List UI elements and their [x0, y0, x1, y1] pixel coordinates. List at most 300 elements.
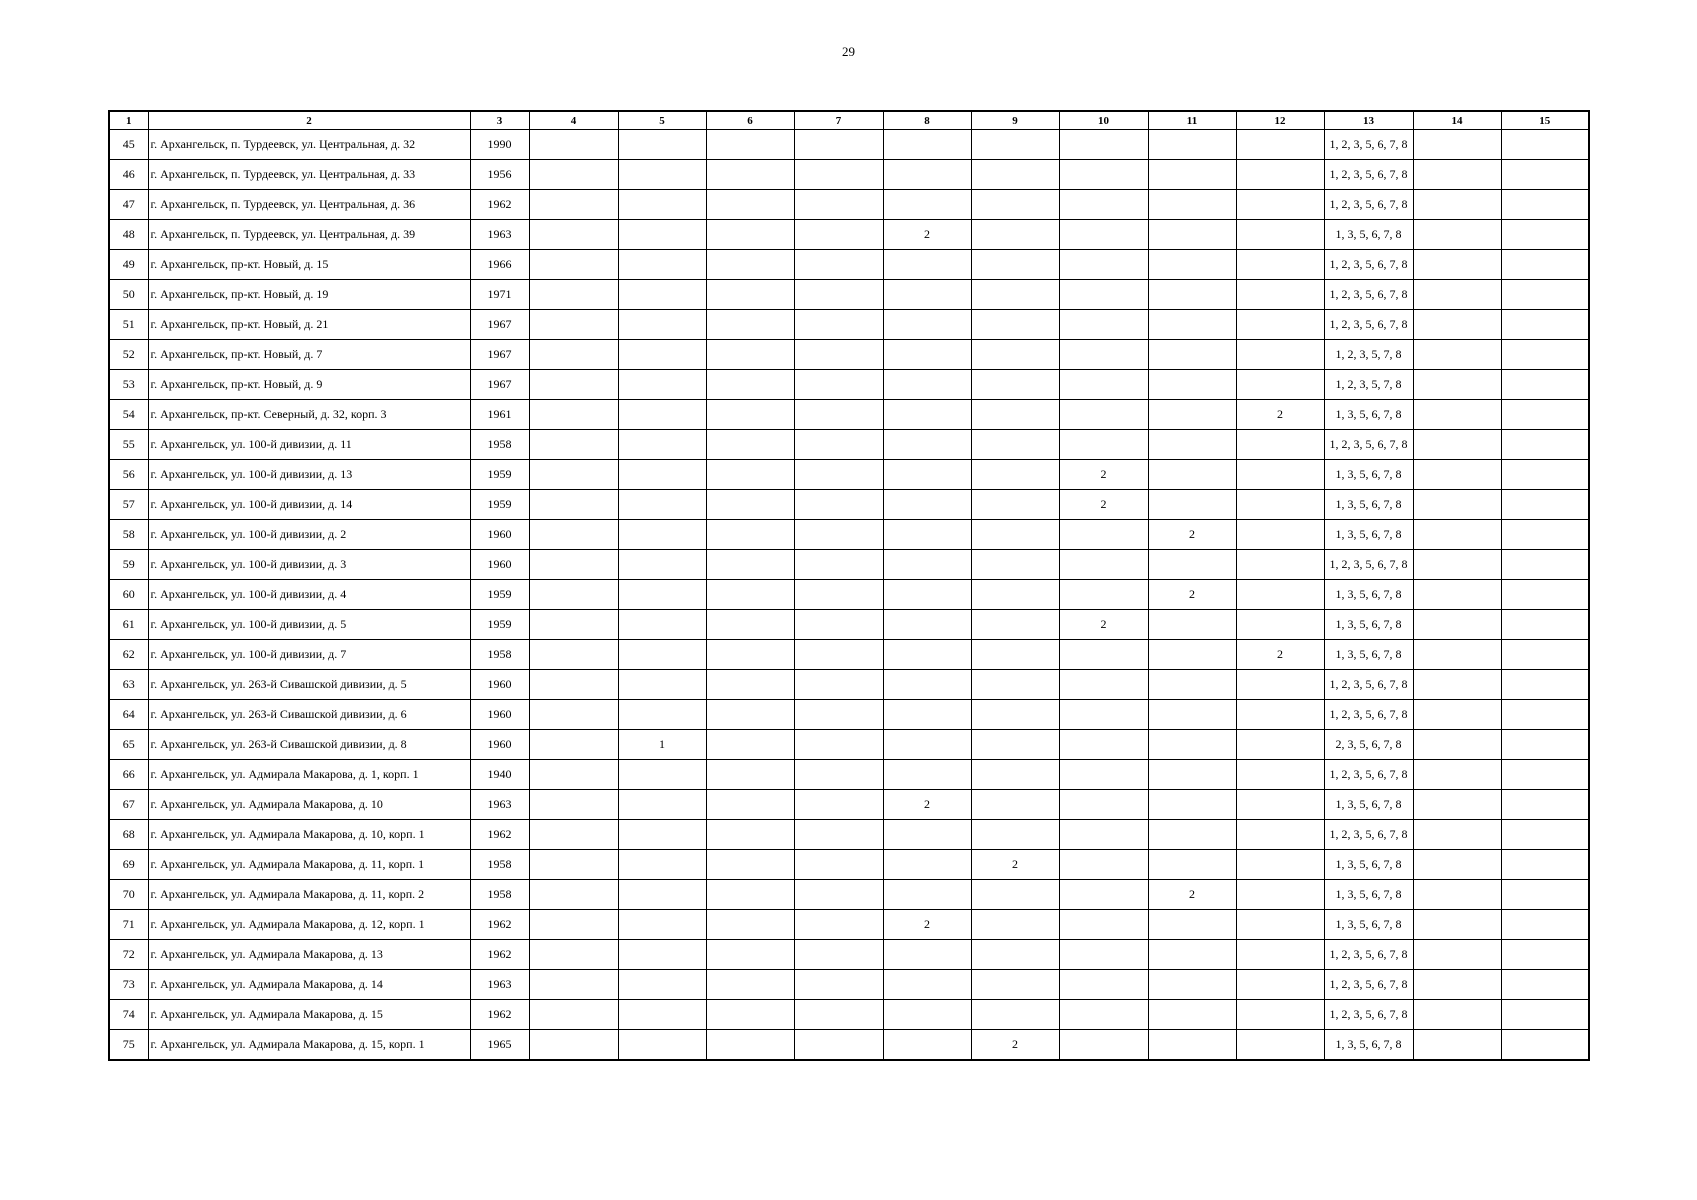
table-cell: 2	[1059, 490, 1148, 520]
table-cell	[1501, 160, 1589, 190]
table-cell	[1501, 370, 1589, 400]
table-cell	[1236, 760, 1324, 790]
table-cell	[706, 400, 794, 430]
address-cell: г. Архангельск, ул. Адмирала Макарова, д. 10	[148, 790, 470, 820]
table-cell	[1148, 160, 1236, 190]
table-cell	[706, 790, 794, 820]
address-cell: г. Архангельск, ул. 263-й Сивашской дивизии, д. 5	[148, 670, 470, 700]
table-cell	[971, 700, 1059, 730]
table-cell: 1963	[470, 970, 529, 1000]
table-cell	[618, 850, 706, 880]
table-cell	[1148, 610, 1236, 640]
table-cell	[1413, 790, 1501, 820]
table-cell	[971, 730, 1059, 760]
table-cell	[1148, 910, 1236, 940]
table-cell	[883, 400, 971, 430]
table-cell	[618, 640, 706, 670]
table-cell	[971, 400, 1059, 430]
table-cell: 1, 2, 3, 5, 7, 8	[1324, 340, 1413, 370]
table-row	[109, 490, 1589, 520]
table-cell	[706, 160, 794, 190]
table-cell	[794, 280, 883, 310]
table-cell: 1962	[470, 940, 529, 970]
table-cell	[971, 790, 1059, 820]
table-cell: 1990	[470, 130, 529, 160]
table-cell	[529, 610, 618, 640]
table-cell: 66	[109, 760, 148, 790]
table-cell	[883, 940, 971, 970]
table-cell	[883, 310, 971, 340]
table-cell: 53	[109, 370, 148, 400]
table-cell	[1236, 460, 1324, 490]
table-cell	[618, 700, 706, 730]
table-cell	[794, 760, 883, 790]
table-cell	[883, 250, 971, 280]
table-cell	[618, 280, 706, 310]
table-cell	[529, 370, 618, 400]
table-cell	[706, 490, 794, 520]
table-cell: 1967	[470, 340, 529, 370]
table-cell	[529, 130, 618, 160]
table-cell	[706, 190, 794, 220]
table-cell	[1148, 970, 1236, 1000]
table-cell	[1501, 760, 1589, 790]
table-cell: 2	[1148, 580, 1236, 610]
table-row	[109, 400, 1589, 430]
table-cell: 49	[109, 250, 148, 280]
table-cell	[1148, 280, 1236, 310]
table-cell	[971, 460, 1059, 490]
table-cell: 1958	[470, 880, 529, 910]
table-cell	[706, 760, 794, 790]
table-cell: 46	[109, 160, 148, 190]
table-cell	[1501, 640, 1589, 670]
table-cell	[529, 910, 618, 940]
table-cell	[794, 520, 883, 550]
table-cell	[1148, 400, 1236, 430]
table-cell	[1059, 220, 1148, 250]
table-cell	[706, 520, 794, 550]
table-cell	[618, 310, 706, 340]
table-cell	[618, 190, 706, 220]
column-header-3: 3	[470, 111, 529, 130]
table-cell: 62	[109, 640, 148, 670]
table-cell: 52	[109, 340, 148, 370]
table-cell	[529, 970, 618, 1000]
table-cell	[1059, 280, 1148, 310]
table-cell	[794, 250, 883, 280]
table-row	[109, 790, 1589, 820]
table-cell	[1148, 850, 1236, 880]
table-cell: 1965	[470, 1030, 529, 1061]
address-cell: г. Архангельск, пр-кт. Новый, д. 21	[148, 310, 470, 340]
table-cell	[706, 370, 794, 400]
table-cell: 50	[109, 280, 148, 310]
table-cell	[1236, 820, 1324, 850]
address-cell: г. Архангельск, ул. 263-й Сивашской дивизии, д. 6	[148, 700, 470, 730]
table-cell	[618, 1000, 706, 1030]
table-row	[109, 130, 1589, 160]
table-cell	[883, 760, 971, 790]
table-cell	[1501, 940, 1589, 970]
table-cell	[1148, 670, 1236, 700]
table-cell	[1059, 730, 1148, 760]
table-cell	[1059, 760, 1148, 790]
table-cell	[618, 460, 706, 490]
table-cell	[529, 580, 618, 610]
table-cell	[1501, 340, 1589, 370]
table-cell: 57	[109, 490, 148, 520]
table-cell	[618, 220, 706, 250]
table-cell: 1, 3, 5, 6, 7, 8	[1324, 460, 1413, 490]
table-cell	[1501, 190, 1589, 220]
table-cell	[883, 580, 971, 610]
table-cell: 1, 3, 5, 6, 7, 8	[1324, 1030, 1413, 1061]
table-cell	[706, 700, 794, 730]
table-cell	[1413, 1000, 1501, 1030]
table-cell	[971, 430, 1059, 460]
table-cell: 75	[109, 1030, 148, 1061]
table-cell	[1236, 550, 1324, 580]
table-cell: 1, 3, 5, 6, 7, 8	[1324, 880, 1413, 910]
table-cell	[618, 790, 706, 820]
table-cell	[1501, 910, 1589, 940]
column-header-15: 15	[1501, 111, 1589, 130]
table-cell	[883, 880, 971, 910]
table-cell	[1501, 790, 1589, 820]
table-cell	[1413, 130, 1501, 160]
table-cell: 1, 2, 3, 5, 6, 7, 8	[1324, 430, 1413, 460]
table-cell	[1148, 730, 1236, 760]
table-cell	[1236, 280, 1324, 310]
table-row	[109, 670, 1589, 700]
table-cell	[1236, 580, 1324, 610]
table-cell	[971, 550, 1059, 580]
table-row	[109, 280, 1589, 310]
table-cell	[971, 910, 1059, 940]
table-cell	[883, 670, 971, 700]
table-cell	[1413, 310, 1501, 340]
table-cell: 1, 2, 3, 5, 6, 7, 8	[1324, 310, 1413, 340]
table-cell	[794, 1030, 883, 1061]
table-cell	[1148, 340, 1236, 370]
table-cell	[794, 460, 883, 490]
table-cell	[1413, 250, 1501, 280]
table-cell: 1, 3, 5, 6, 7, 8	[1324, 520, 1413, 550]
table-cell	[706, 130, 794, 160]
table-cell	[1148, 370, 1236, 400]
table-cell	[1413, 850, 1501, 880]
table-cell	[971, 250, 1059, 280]
table-cell	[1413, 220, 1501, 250]
table-cell	[1059, 310, 1148, 340]
table-cell	[794, 220, 883, 250]
column-header-9: 9	[971, 111, 1059, 130]
table-cell	[618, 940, 706, 970]
table-cell	[1236, 370, 1324, 400]
table-cell	[794, 130, 883, 160]
table-cell: 1967	[470, 370, 529, 400]
table-cell	[706, 580, 794, 610]
table-cell	[1148, 700, 1236, 730]
table-cell	[1413, 520, 1501, 550]
table-cell: 2	[971, 1030, 1059, 1061]
column-header-2: 2	[148, 111, 470, 130]
table-row	[109, 310, 1589, 340]
table-cell	[618, 160, 706, 190]
column-header-10: 10	[1059, 111, 1148, 130]
table-cell	[971, 340, 1059, 370]
table-cell	[1413, 280, 1501, 310]
table-cell	[883, 610, 971, 640]
table-cell	[794, 970, 883, 1000]
table-cell	[883, 730, 971, 760]
table-cell	[1413, 730, 1501, 760]
table-cell	[706, 730, 794, 760]
table-cell	[1148, 310, 1236, 340]
table-cell: 1960	[470, 700, 529, 730]
table-cell	[1148, 940, 1236, 970]
table-cell	[1059, 130, 1148, 160]
address-cell: г. Архангельск, ул. 100-й дивизии, д. 7	[148, 640, 470, 670]
table-row	[109, 580, 1589, 610]
table-cell	[1501, 250, 1589, 280]
table-cell	[1501, 400, 1589, 430]
address-cell: г. Архангельск, ул. 100-й дивизии, д. 2	[148, 520, 470, 550]
table-cell	[1501, 280, 1589, 310]
table-cell	[1501, 520, 1589, 550]
table-cell	[1501, 820, 1589, 850]
table-cell	[529, 280, 618, 310]
address-cell: г. Архангельск, пр-кт. Северный, д. 32, корп. 3	[148, 400, 470, 430]
table-cell	[1236, 1000, 1324, 1030]
table-cell: 54	[109, 400, 148, 430]
table-cell	[1413, 910, 1501, 940]
table-row	[109, 700, 1589, 730]
table-cell	[1501, 970, 1589, 1000]
table-cell: 58	[109, 520, 148, 550]
table-cell	[1501, 220, 1589, 250]
table-cell	[529, 700, 618, 730]
table-cell: 1959	[470, 610, 529, 640]
table-cell	[529, 940, 618, 970]
table-cell: 1, 3, 5, 6, 7, 8	[1324, 850, 1413, 880]
table-cell	[794, 430, 883, 460]
table-cell	[529, 250, 618, 280]
table-cell	[1059, 160, 1148, 190]
table-cell	[794, 910, 883, 940]
table-cell	[883, 520, 971, 550]
table-row	[109, 190, 1589, 220]
table-cell	[618, 340, 706, 370]
column-header-6: 6	[706, 111, 794, 130]
table-cell	[529, 790, 618, 820]
table-cell	[794, 340, 883, 370]
table-cell	[1148, 790, 1236, 820]
table-cell	[1148, 130, 1236, 160]
table-cell	[1501, 850, 1589, 880]
address-cell: г. Архангельск, пр-кт. Новый, д. 9	[148, 370, 470, 400]
table-cell: 1958	[470, 850, 529, 880]
table-cell: 63	[109, 670, 148, 700]
address-cell: г. Архангельск, ул. Адмирала Макарова, д. 13	[148, 940, 470, 970]
table-cell	[529, 640, 618, 670]
table-cell	[706, 970, 794, 1000]
table-cell	[794, 550, 883, 580]
address-cell: г. Архангельск, п. Турдеевск, ул. Центральная, д. 36	[148, 190, 470, 220]
table-cell	[1148, 1030, 1236, 1061]
table-cell	[1236, 970, 1324, 1000]
table-cell: 1, 3, 5, 6, 7, 8	[1324, 490, 1413, 520]
table-cell: 1, 2, 3, 5, 6, 7, 8	[1324, 550, 1413, 580]
table-cell	[971, 970, 1059, 1000]
table-cell: 55	[109, 430, 148, 460]
table-cell	[529, 670, 618, 700]
table-cell	[1148, 460, 1236, 490]
table-cell	[529, 760, 618, 790]
table-cell	[1413, 700, 1501, 730]
table-cell: 1, 2, 3, 5, 6, 7, 8	[1324, 190, 1413, 220]
table-cell	[618, 880, 706, 910]
table-cell	[706, 820, 794, 850]
table-cell	[971, 280, 1059, 310]
table-cell: 1958	[470, 640, 529, 670]
table-cell: 1, 2, 3, 5, 6, 7, 8	[1324, 820, 1413, 850]
table-cell	[1059, 820, 1148, 850]
table-row	[109, 160, 1589, 190]
table-cell	[1148, 550, 1236, 580]
data-table	[108, 110, 1590, 1061]
table-cell	[1413, 940, 1501, 970]
table-cell	[1236, 940, 1324, 970]
table-cell: 69	[109, 850, 148, 880]
table-cell	[883, 340, 971, 370]
table-cell	[529, 340, 618, 370]
table-cell	[1059, 580, 1148, 610]
table-row	[109, 250, 1589, 280]
table-cell: 70	[109, 880, 148, 910]
table-cell	[971, 940, 1059, 970]
table-cell	[1059, 430, 1148, 460]
table-row	[109, 370, 1589, 400]
table-cell	[883, 160, 971, 190]
column-header-4: 4	[529, 111, 618, 130]
table-cell	[883, 370, 971, 400]
address-cell: г. Архангельск, ул. Адмирала Макарова, д. 11, корп. 1	[148, 850, 470, 880]
table-cell	[1413, 490, 1501, 520]
column-header-11: 11	[1148, 111, 1236, 130]
table-cell	[1236, 700, 1324, 730]
table-cell: 60	[109, 580, 148, 610]
table-cell	[1413, 640, 1501, 670]
table-cell	[1501, 1030, 1589, 1061]
table-cell	[971, 580, 1059, 610]
table-row	[109, 850, 1589, 880]
table-cell	[529, 1030, 618, 1061]
table-cell	[1148, 430, 1236, 460]
address-cell: г. Архангельск, п. Турдеевск, ул. Центральная, д. 33	[148, 160, 470, 190]
table-cell	[883, 130, 971, 160]
table-cell	[1501, 880, 1589, 910]
address-cell: г. Архангельск, ул. 263-й Сивашской дивизии, д. 8	[148, 730, 470, 760]
table-cell	[618, 490, 706, 520]
table-cell	[529, 220, 618, 250]
table-cell	[1413, 880, 1501, 910]
table-cell	[618, 760, 706, 790]
table-cell	[1148, 250, 1236, 280]
table-cell	[1413, 430, 1501, 460]
table-header-row	[109, 111, 1589, 130]
column-header-8: 8	[883, 111, 971, 130]
table-cell	[883, 850, 971, 880]
table-cell	[618, 670, 706, 700]
table-cell: 1, 3, 5, 6, 7, 8	[1324, 220, 1413, 250]
table-cell	[529, 520, 618, 550]
address-cell: г. Архангельск, ул. 100-й дивизии, д. 11	[148, 430, 470, 460]
table-cell	[618, 970, 706, 1000]
table-cell	[618, 250, 706, 280]
table-cell	[794, 880, 883, 910]
table-cell: 74	[109, 1000, 148, 1030]
table-cell	[971, 190, 1059, 220]
table-cell	[1059, 520, 1148, 550]
table-cell	[794, 850, 883, 880]
address-cell: г. Архангельск, ул. Адмирала Макарова, д. 11, корп. 2	[148, 880, 470, 910]
table-cell	[1148, 820, 1236, 850]
table-cell	[1236, 880, 1324, 910]
table-cell	[1236, 790, 1324, 820]
table-cell	[971, 670, 1059, 700]
table-cell	[1236, 160, 1324, 190]
table-row	[109, 640, 1589, 670]
table-cell	[1236, 1030, 1324, 1061]
table-cell: 2	[971, 850, 1059, 880]
table-cell: 1, 2, 3, 5, 6, 7, 8	[1324, 700, 1413, 730]
table-cell	[1236, 430, 1324, 460]
table-row	[109, 880, 1589, 910]
address-cell: г. Архангельск, ул. 100-й дивизии, д. 13	[148, 460, 470, 490]
table-row	[109, 460, 1589, 490]
table-cell	[794, 940, 883, 970]
table-cell	[1413, 610, 1501, 640]
table-cell: 1	[618, 730, 706, 760]
table-cell	[883, 550, 971, 580]
column-header-7: 7	[794, 111, 883, 130]
table-cell: 2	[1236, 400, 1324, 430]
table-cell: 1, 2, 3, 5, 6, 7, 8	[1324, 970, 1413, 1000]
table-cell: 2	[883, 790, 971, 820]
table-cell	[1148, 190, 1236, 220]
table-cell	[971, 130, 1059, 160]
table-cell	[1236, 730, 1324, 760]
table-row	[109, 550, 1589, 580]
table-cell	[971, 490, 1059, 520]
table-row	[109, 970, 1589, 1000]
table-cell	[706, 220, 794, 250]
table-cell	[1059, 910, 1148, 940]
table-cell: 1, 3, 5, 6, 7, 8	[1324, 640, 1413, 670]
table-cell	[618, 400, 706, 430]
table-cell: 1959	[470, 460, 529, 490]
table-cell: 1, 3, 5, 6, 7, 8	[1324, 790, 1413, 820]
table-cell	[529, 550, 618, 580]
table-cell	[1236, 850, 1324, 880]
table-cell: 2	[1236, 640, 1324, 670]
table-cell: 1961	[470, 400, 529, 430]
table-cell	[883, 640, 971, 670]
table-cell	[971, 520, 1059, 550]
table-cell	[529, 1000, 618, 1030]
